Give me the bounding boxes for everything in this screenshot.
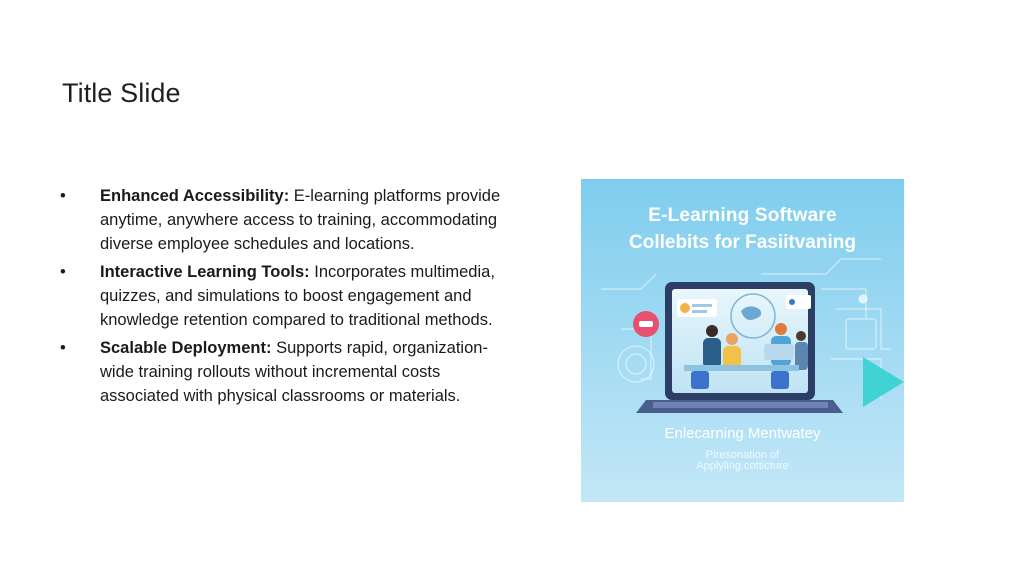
bullet-marker: • bbox=[60, 263, 66, 281]
bullet-heading: Scalable Deployment: bbox=[100, 339, 272, 357]
bullet-list bbox=[60, 184, 510, 412]
bullet-marker: • bbox=[60, 187, 66, 205]
bullet-text: Incorporates multimedia, quizzes, and simulations to boost engagement and knowledge retention compared to traditional methods. bbox=[100, 263, 495, 329]
bullet-text: E-learning platforms provide anytime, anywhere access to training, accommodating diverse employee schedules and locations. bbox=[100, 187, 501, 253]
illustration-subtitle: Enlecarning Mentwatey bbox=[664, 425, 821, 442]
bullet-text: Supports rapid, organization-wide training rollouts without incremental costs associated with physical classrooms or materials. bbox=[100, 339, 488, 405]
elearning-illustration bbox=[581, 179, 904, 502]
illustration-headline: E-Learning Software bbox=[648, 205, 837, 226]
bullet-marker: • bbox=[60, 339, 66, 357]
slide-title: Title Slide bbox=[62, 78, 181, 108]
illustration-headline-second: Collebits for Fasiitvaning bbox=[629, 232, 856, 253]
bullet-heading: Interactive Learning Tools: bbox=[100, 263, 310, 281]
illustration-caption: Piresonation of bbox=[705, 449, 780, 461]
illustration-caption-second: Applyling cotticture bbox=[696, 460, 789, 472]
bullet-item bbox=[60, 336, 510, 408]
bullet-item bbox=[60, 184, 510, 256]
bullet-item bbox=[60, 260, 510, 332]
bullet-heading: Enhanced Accessibility: bbox=[100, 187, 290, 205]
